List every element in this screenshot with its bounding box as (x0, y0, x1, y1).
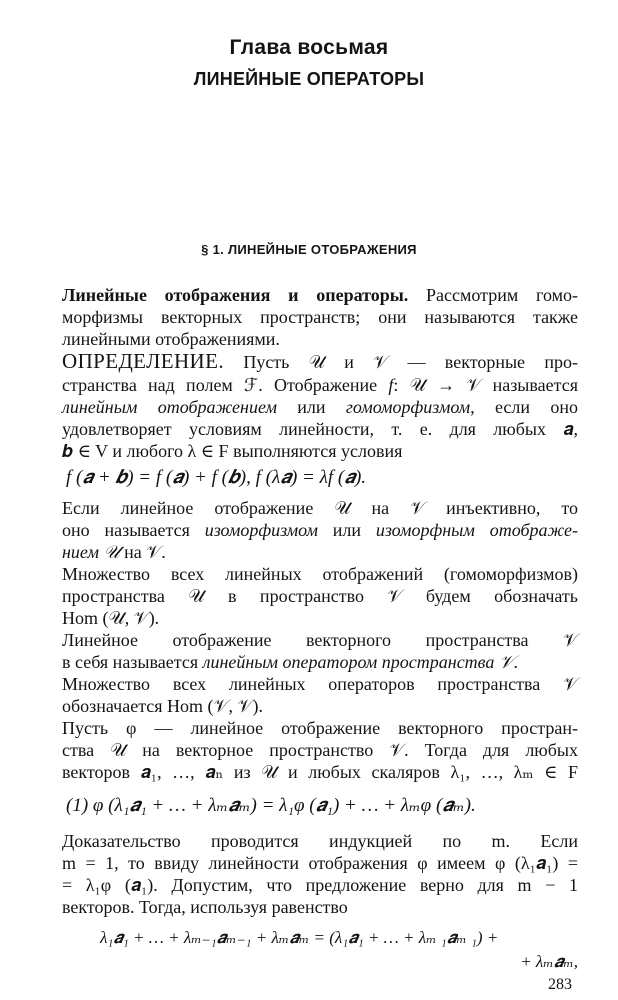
paragraph-5-line-2-a: в себя называется (62, 652, 203, 672)
paragraph-1-lead: Линейные отображения и операторы. (62, 285, 409, 305)
paragraph-6-line-2: ства 𝒰 на векторное пространство 𝒱. Тогда для любых (62, 740, 578, 760)
paragraph-6-line-3: векторов 𝒂₁, …, 𝒂ₙ из 𝒰 и любых скаляров λ₁, …, λₘ ∈ F (62, 762, 578, 782)
definition-line-2-b: f (388, 375, 394, 395)
formula-sum-line-2: + λₘ𝒂ₘ, (520, 952, 578, 971)
paragraph-3-line-3-a: нием 𝒰 (62, 542, 120, 562)
term-linear-operator: линейным оператором пространства 𝒱. (202, 652, 519, 672)
paragraph-4-line-3: Hom (𝒰, 𝒱). (62, 608, 160, 628)
paragraph-1-line-1-rest: Рассмотрим гомо- (408, 285, 578, 305)
chapter-title: ЛИНЕЙНЫЕ ОПЕРАТОРЫ (193, 69, 425, 89)
paragraph-7-line-1: Доказательство проводится индукцией по m. Если (62, 831, 578, 851)
paragraph-7-line-3: = λ₁φ (𝒂₁). Допустим, что предложение верно для m − 1 (62, 875, 578, 895)
paragraph-5-line-1: Линейное отображение векторного пространства 𝒱 (62, 630, 578, 650)
definition-line-2 (62, 374, 578, 396)
term-isomorphism: изоморфизмом (204, 520, 318, 540)
definition-line-3-b: или (276, 397, 346, 417)
definition-line-2-c: : 𝒰 → 𝒱 называется (393, 375, 578, 395)
definition-line-2-a: странства над полем ℱ. Отображение (62, 375, 389, 395)
paragraph-3-line-2 (62, 519, 578, 541)
page-number: 283 (548, 976, 572, 993)
paragraph-3-line-3 (62, 541, 166, 563)
paragraph-1-line-2: морфизмы векторных пространств; они называются также (62, 307, 578, 327)
term-linear-map: линейным отображением (62, 397, 277, 417)
paragraph-1-line-3: линейными отображениями. (62, 329, 280, 349)
paragraph-7-line-2: m = 1, то ввиду линейности отображения φ имеем φ (λ₁𝒂₁) = (62, 853, 578, 873)
paragraph-1-line-1 (62, 284, 578, 306)
paragraph-5-line-2 (62, 651, 518, 673)
definition-line-3 (62, 396, 578, 418)
paragraph-4-line-2: пространства 𝒰 в пространство 𝒱 будем обозначать (62, 586, 578, 606)
definition-line-5: 𝒃 ∈ V и любого λ ∈ F выполняются условия (62, 441, 403, 461)
paragraph-5-line-3: Множество всех линейных операторов пространства 𝒱 (62, 674, 578, 694)
definition-line-1 (62, 350, 578, 373)
term-homomorphism: гомоморфизмом, (345, 397, 475, 417)
definition-word: ОПРЕДЕЛЕНИЕ. (62, 349, 224, 373)
paragraph-3-line-2-c: или (317, 520, 376, 540)
paragraph-5-line-4: обозначается Hom (𝒱, 𝒱). (62, 696, 264, 716)
paragraph-4-line-1: Множество всех линейных отображений (гомоморфизмов) (62, 564, 578, 584)
formula-sum-line-1: λ₁𝒂₁ + … + λₘ₋₁𝒂ₘ₋₁ + λₘ𝒂ₘ = (λ₁𝒂₁ + … + λₘ ₁𝒂ₘ ₁) + (100, 928, 499, 947)
paragraph-3-line-3-b: на 𝒱. (119, 542, 166, 562)
paragraph-3-line-2-a: оно называется (62, 520, 205, 540)
term-isomorphic-map: изоморфным отображе- (375, 520, 579, 540)
chapter-number: Глава восьмая (229, 36, 389, 59)
definition-line-1-rest: Пусть 𝒰 и 𝒱 — векторные про- (224, 352, 578, 372)
paragraph-7-line-4: векторов. Тогда, используя равенство (62, 897, 348, 917)
formula-1: (1) φ (λ₁𝒂₁ + … + λₘ𝒂ₘ) = λ₁φ (𝒂₁) + … + λₘφ (𝒂ₘ). (66, 795, 476, 816)
definition-line-3-d: если оно (474, 397, 578, 417)
section-heading: § 1. ЛИНЕЙНЫЕ ОТОБРАЖЕНИЯ (201, 242, 417, 257)
definition-line-4: удовлетворяет условиям линейности, т. е. для любых 𝒂, (62, 419, 578, 439)
formula-linearity: f (𝒂 + 𝒃) = f (𝒂) + f (𝒃), f (λ𝒂) = λf (𝒂). (66, 467, 367, 488)
paragraph-3-line-1: Если линейное отображение 𝒰 на 𝒱 инъективно, то (62, 498, 578, 518)
paragraph-6-line-1: Пусть φ — линейное отображение векторного простран- (62, 718, 578, 738)
